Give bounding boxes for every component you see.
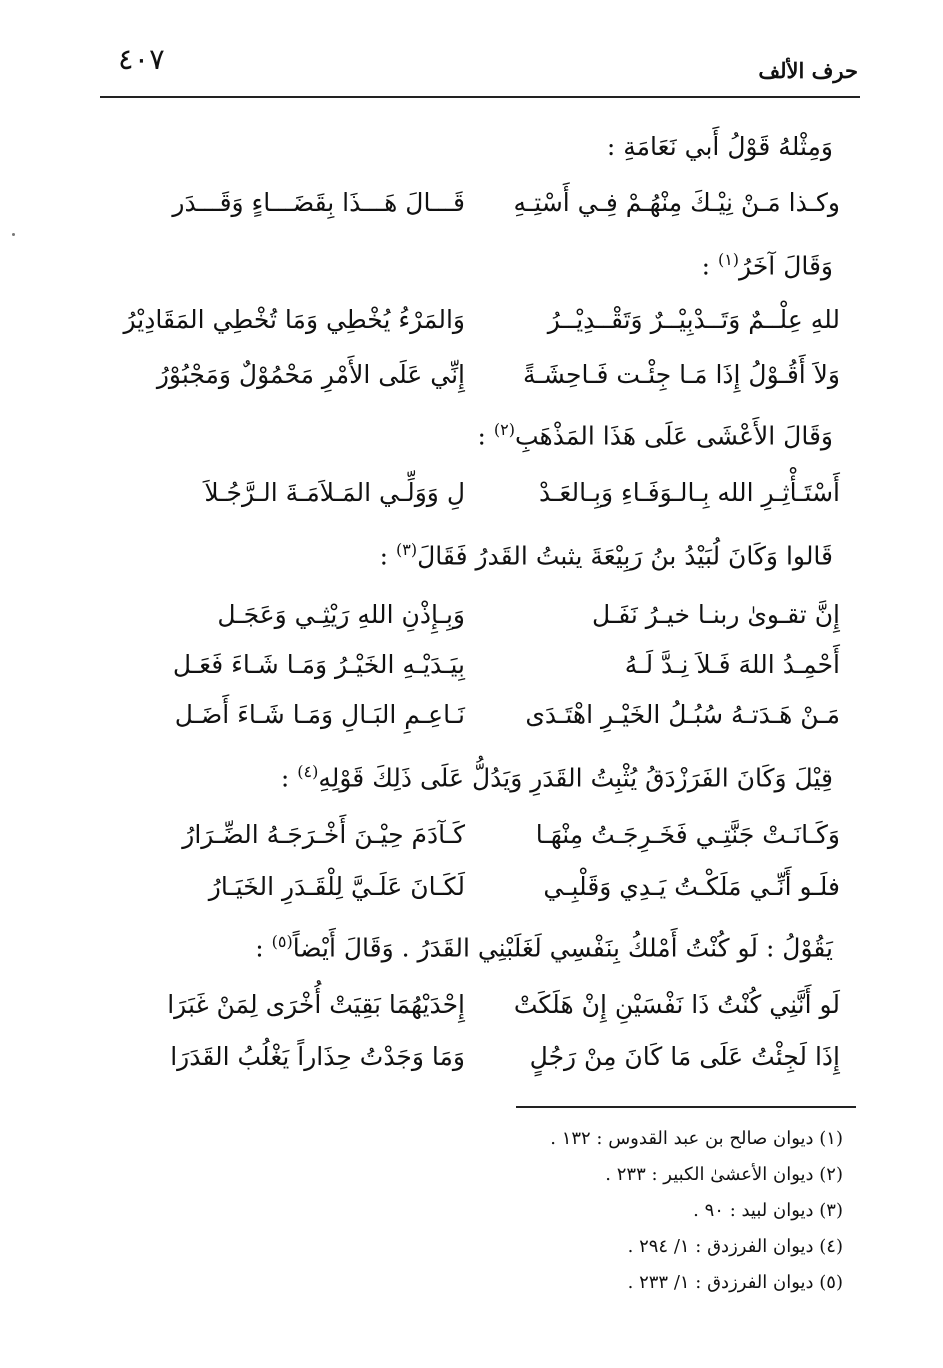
prose-line-3 xyxy=(113,420,833,450)
prose-text: وَقَالَ آخَرُ xyxy=(739,251,833,281)
verse-second-hemistich: وَمَا وَجَدْتُ حِذَاراً يَغْلُبُ القَدَرَا xyxy=(170,1042,465,1071)
verse-first-hemistich: إِذَا لَجِئْتُ عَلَى مَا كَانَ مِنْ رَجُلٍ xyxy=(529,1042,840,1071)
verse-second-hemistich: وَالمَرْءُ يُخْطِي وَمَا تُخْطِي المَقَادِيْرُ xyxy=(123,305,465,334)
prose-line-1 xyxy=(113,132,833,161)
colon: : xyxy=(379,541,397,571)
prose-line-5 xyxy=(113,762,833,792)
page-header xyxy=(100,40,860,98)
verse-first-hemistich: للهِ عِلْــمٌ وَتَــدْبِيْــرٌ وَتَقْــدِيْــرُ xyxy=(547,305,840,334)
verse-line-4 xyxy=(120,478,840,522)
prose-text: قِيْلَ وَكَانَ الفَرَزْدَقُ يُثْبِتُ القَدَرِ وَيَدُلُّ عَلَى ذَلِكَ قَوْلِهِ xyxy=(318,763,833,793)
footnote-ref: (٣) xyxy=(396,540,418,559)
verse-line-5 xyxy=(120,600,840,644)
verse-first-hemistich: لَو أَنَّنِي كُنْتُ ذَا نَفْسَيْنِ إِنْ هَلَكَتْ xyxy=(513,990,840,1019)
verse-line-11 xyxy=(120,1042,840,1086)
verse-second-hemistich: لِ وَوَلِّـي المَـلاَمَـةَ الـرَّجُـلاَ xyxy=(204,478,465,507)
verse-second-hemistich: وَبِـإِذْنِ اللهِ رَيْثِـي وَعَجَـل xyxy=(217,600,465,629)
verse-first-hemistich: إِنَّ تقـوىٰ ربنـا خيـرُ نَفَـل xyxy=(592,600,840,629)
footnote-ref: (٤) xyxy=(297,762,319,781)
verse-first-hemistich: وكـذا مَـنْ نِيْـكَ مِنْهُـمْ فِـي أَسْتِـهِ xyxy=(513,188,840,217)
verse-line-1 xyxy=(120,188,840,232)
verse-first-hemistich: أَحْمِـدُ اللهَ فَـلاَ نِـدَّ لَـهُ xyxy=(624,650,840,679)
verse-line-2 xyxy=(120,305,840,349)
footnote-ref: (٥) xyxy=(271,932,293,951)
verse-first-hemistich: أَسْتَـأْثِـرِ الله بِـالـوَفَـاءِ وَبِـالعَـدْ xyxy=(538,478,840,507)
verse-first-hemistich: مَـنْ هَـدَتـهُ سُبُـلُ الخَيْـرِ اهْتَـدَى xyxy=(525,700,840,729)
footnote-separator xyxy=(516,1106,856,1108)
verse-second-hemistich: قَـــالَ هَـــذَا بِقَضَـــاءٍ وَقَـــدَر xyxy=(172,188,465,217)
verse-second-hemistich: إِنِّي عَلَى الأَمْرِ مَحْمُوْلٌ وَمَجْبُوْرُ xyxy=(156,360,465,389)
prose-text: وَقَالَ الأَعْشَى عَلَى هَذَا المَذْهَبِ xyxy=(514,421,833,451)
verse-second-hemistich: بِيَـدَيْـهِ الخَيْـرُ وَمَـا شَـاءَ فَعَـل xyxy=(172,650,465,679)
colon: : xyxy=(701,251,718,281)
prose-line-4 xyxy=(113,540,833,570)
verse-first-hemistich: فلَـو أَنِّـي مَلَكْـتُ يَـدِي وَقَلْبِـي xyxy=(543,872,840,901)
verse-second-hemistich: نَـاعِـمِ البَـالِ وَمَـا شَـاءَ أَضَـل xyxy=(174,700,465,729)
footnote-1: (١) ديوان صالح بن عبد القدوس : ١٣٢ . xyxy=(550,1128,843,1149)
scan-speck xyxy=(12,233,15,236)
prose-text: وَمِثْلهُ قَوْلُ أَبي نَعَامَةِ : xyxy=(606,132,833,161)
verse-line-3 xyxy=(120,360,840,404)
page-number: ٤٠٧ xyxy=(118,42,165,76)
verse-first-hemistich: وَلاَ أَقُـوْلُ إِذَا مَـا جِئْـت فَـاحِشَـةً xyxy=(523,360,840,389)
verse-second-hemistich: لَكَـانَ عَلَـيَّ لِلْقَـدَرِ الخَيَـارُ xyxy=(208,872,465,901)
verse-line-8 xyxy=(120,820,840,864)
colon: : xyxy=(280,763,298,793)
prose-text: قَالوا وَكَانَ لُبَيْدُ بنُ رَبِيْعَةَ يثبتُ القَدرُ فَقَالَ xyxy=(417,541,833,571)
verse-line-7 xyxy=(120,700,840,744)
footnote-ref: (١) xyxy=(717,250,740,269)
footnote-3: (٣) ديوان لبيد : ٩٠ . xyxy=(693,1200,843,1221)
footnote-4: (٤) ديوان الفرزدق : ١/ ٢٩٤ . xyxy=(627,1236,843,1257)
verse-line-10 xyxy=(120,990,840,1034)
colon: : xyxy=(255,933,272,963)
footnote-5: (٥) ديوان الفرزدق : ١/ ٢٣٣ . xyxy=(627,1272,843,1293)
verse-second-hemistich: إِحْدَيْهُمَا بَقِيَتْ أُخْرَى لِمَنْ غَبَرَا xyxy=(167,990,465,1019)
prose-text: يَقُوْلُ : لَو كُنْتُ أَمْلكُ بِنَفْسِي لَغَلَبْنِي القَدَرُ . وَقَالَ أَيْضاً xyxy=(292,933,833,963)
verse-first-hemistich: وَكَـانَـتْ جَنَّتِـي فَخَـرِجَـتُ مِنْهَـا xyxy=(535,820,840,849)
running-head: حرف الألف xyxy=(758,58,858,83)
footnote-2: (٢) ديوان الأعشىٰ الكبير : ٢٣٣ . xyxy=(605,1164,843,1185)
colon: : xyxy=(477,421,494,451)
verse-second-hemistich: كَـآدَمَ حِيْـنَ أَخْـرَجَـهُ الضِّـرَارُ xyxy=(182,820,465,849)
prose-line-2 xyxy=(113,250,833,280)
footnote-ref: (٢) xyxy=(493,420,515,439)
prose-line-6 xyxy=(113,932,833,962)
verse-line-6 xyxy=(120,650,840,694)
verse-line-9 xyxy=(120,872,840,916)
